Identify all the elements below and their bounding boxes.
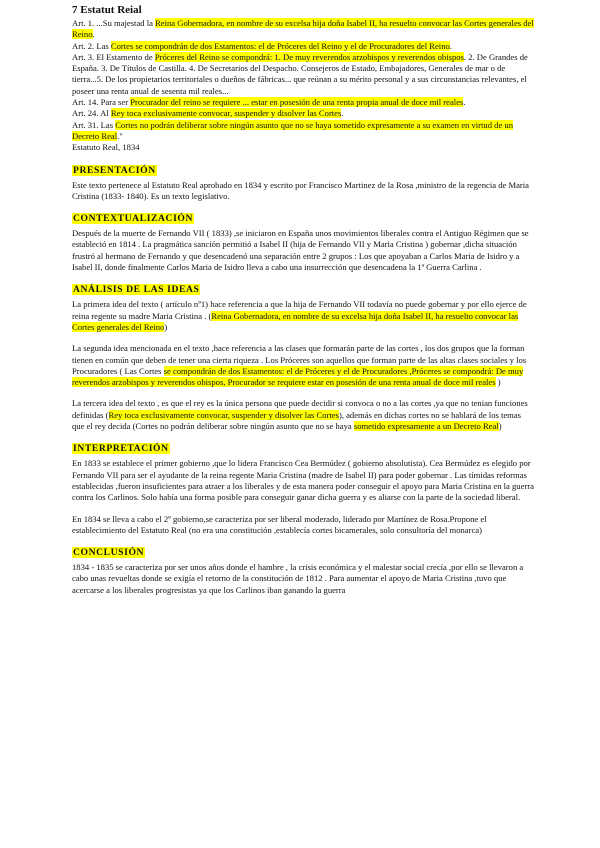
paragraph-gap — [72, 388, 534, 398]
article-line — [72, 52, 534, 97]
text-segment: Art. 2. Las — [72, 40, 111, 51]
section-paragraph — [72, 514, 534, 537]
text-segment: . 2. De Grandes de España. 3. De Títulos de Castilla. 4. De Secretarios del Despacho. Consejeros de Estado, Embajadores, Generales de mar o de tierra...5. De los propietarios territoriales o dueños de fábricas... que reúnan a su mérito personal y a sus circunstancias relevantes, el poseer una renta anual de sesenta mil reales... — [72, 51, 528, 96]
section-heading — [72, 547, 534, 559]
paragraph-gap — [72, 333, 534, 343]
text-segment: Art. 14. Para ser — [72, 97, 131, 108]
text-segment: La segunda idea mencionada en el texto ,hace referencia a las clases que formarán parte de las cortes , los dos grupos que la forman tienen en común que deben de tener una cierta riqueza . Los Próceres son aquellos que forman parte de las altas clases sociales y los Procuradores ( Las Cortes — [72, 343, 527, 376]
highlighted-text: se compondrán de dos Estamentos: el de Próceres y el de Procuradores ,Próceres se compondrá: De muy reverendos arzobispos y reverendos obispos, Procurador se requiere estar en posesión de una renta anual de doce mil reales — [72, 365, 524, 388]
text-segment: La tercera idea del texto , es que el rey es la única persona que puede decidir si convoca o no a las cortes ,ya que no tenian funciones definidas ( — [72, 398, 528, 420]
section-heading — [72, 213, 534, 225]
text-segment: ) — [495, 377, 501, 388]
highlighted-text: Próceres del Reino se compondrá: 1. De muy reverendos arzobispos y reverendos obispos — [154, 51, 464, 62]
text-segment: . — [463, 97, 466, 108]
text-segment: ), además en dichas cortes no se hablará de los temas que el rey decida (Cortes no podrán deliberar sobre ningún asunto que no se haya — [72, 409, 522, 432]
sections-container — [72, 165, 534, 596]
text-segment: ." — [117, 130, 123, 141]
text-segment: Después de la muerte de Fernando VII ( 1833) ,se iniciaron en España unos movimientos liberales contra el Antiguo Régimen que se estableció en 1814 . La pragmática sanción permitió a Isabel II (hija de Fernando VII y Maria Cristina ) gobernar ,dicha situación frustró al hermano de Fernando y que desencadenó una separación entre 2 grupos : Los que apoyaban a Carlos Maria de Isidro y a Isabel II, donde finalmente Carlos Maria de Isidro lleva a cabo una insurrección que desencadena la 1ª Guerra Carlina . — [72, 228, 529, 273]
article-line — [72, 18, 534, 41]
article-line — [72, 41, 534, 52]
highlighted-text: Rey toca exclusivamente convocar, suspender y disolver las Cortes — [108, 409, 339, 420]
text-segment: . — [92, 29, 95, 40]
section-heading — [72, 284, 534, 296]
section-heading — [72, 443, 534, 455]
highlighted-text: Reina Gobernadora, en nombre de su excelsa hija doña Isabel II, ha resuelto convocar las Cortes generales del Reino — [72, 18, 534, 40]
text-segment: Art. 3. El Estamento de — [72, 51, 155, 62]
source-citation: Estatuto Real, 1834 — [72, 142, 140, 153]
text-segment: La primera idea del texto ( artículo nº1) hace referencia a que la hija de Fernando VII todavía no puede gobernar y por ello ejerce de reina regente su madre Maria Cristina . ( — [72, 299, 527, 321]
highlighted-text: Rey toca exclusivamente convocar, suspender y disolver las Cortes — [110, 108, 342, 119]
article-list — [72, 18, 534, 142]
text-segment: En 1834 se lleva a cabo el 2º gobierno,se caracteriza por ser liberal moderado, liderado por Martínez de Rosa.Propone el establecimiento del Estatuto Real (no era una constitución ,establecía cortes bicamerales, solo consultoría del monarca) — [72, 513, 487, 535]
section-heading-label: CONTEXTUALIZACIÓN — [73, 213, 194, 225]
section-heading-label: ANÁLISIS DE LAS IDEAS — [73, 284, 200, 296]
article-line — [72, 108, 534, 119]
section-heading — [72, 165, 534, 177]
section-paragraph — [72, 458, 534, 503]
highlighted-text: Procurador del reino se requiere ... estar en posesión de una renta propia anual de doce mil reales — [130, 97, 464, 108]
section-paragraph — [72, 299, 534, 333]
section-paragraph — [72, 180, 534, 203]
section-paragraph — [72, 398, 534, 432]
text-segment: . — [341, 108, 344, 119]
highlighted-text: Cortes se compondrán de dos Estamentos: el de Próceres del Reino y el de Procuradores del Reino — [110, 40, 450, 51]
article-line — [72, 120, 534, 143]
text-segment: Art. 31. Las — [72, 119, 116, 130]
text-segment: Este texto pertenece al Estatuto Real aprobado en 1834 y escrito por Francisco Martinez de la Rosa ,ministro de la regencia de Maria Cristina (1833- 1840). Es un texto legislativo. — [72, 179, 529, 201]
highlighted-text: Reina Gobernadora, en nombre de su excelsa hija doña Isabel II, ha resuelto convocar las Cortes generales del Reino — [72, 310, 519, 332]
section-heading-label: CONCLUSIÓN — [73, 547, 145, 559]
highlighted-text: sometido expresamente a un Decreto Real — [353, 421, 499, 432]
text-segment: 1834 - 1835 se caracteriza por ser unos años donde el hambre , la crisis económica y el malestar social crecía ,por ello se llevaron a cabo unas revueltas donde se exigía el retorno de la constitución de 1812 . Para aumentar el apoyo de Maria Cristina ,tuvo que acercarse a los liberales progresistas ya que los Carlinos iban ganando la guerra — [72, 562, 524, 595]
article-line — [72, 97, 534, 108]
text-segment: Art. 24. Al — [72, 108, 111, 119]
section-paragraph — [72, 562, 534, 596]
section-paragraph — [72, 228, 534, 273]
document-title: 7 Estatut Reial — [72, 4, 142, 16]
paragraph-gap — [72, 504, 534, 514]
text-segment: ) — [164, 321, 168, 332]
section-heading-label: PRESENTACIÓN — [73, 164, 156, 176]
section-paragraph — [72, 343, 534, 388]
text-segment: ) — [498, 421, 502, 432]
text-segment: . — [449, 40, 452, 51]
text-segment: En 1833 se establece el primer gobierno ,que lo lidera Francisco Cea Bermúdez ( gobierno absolutista). Cea Bermúdez es elegido por Fernando VII para ser el ayudante de la reina regente Maria Cristina (madre de Isabel II) para poder gobernar . Las tímidas reformas establecidas ,fueron insuficientes para atraer a los liberales y de esta manera poder conseguir el apoyo para Maria Cristina en la guerra contra los Carlinos. Solo había una forma posible para conseguir ganar dicha guerra y es aliarse con la parte de la sociedad liberal. — [72, 458, 534, 503]
highlighted-text: Cortes no podrán deliberar sobre ningún asunto que no se haya sometido expresamente a su examen en virtud de un Decreto Real — [72, 119, 514, 141]
section-heading-label: INTERPRETACIÓN — [73, 443, 169, 455]
text-segment: Art. 1. ...Su majestad la — [72, 18, 156, 28]
